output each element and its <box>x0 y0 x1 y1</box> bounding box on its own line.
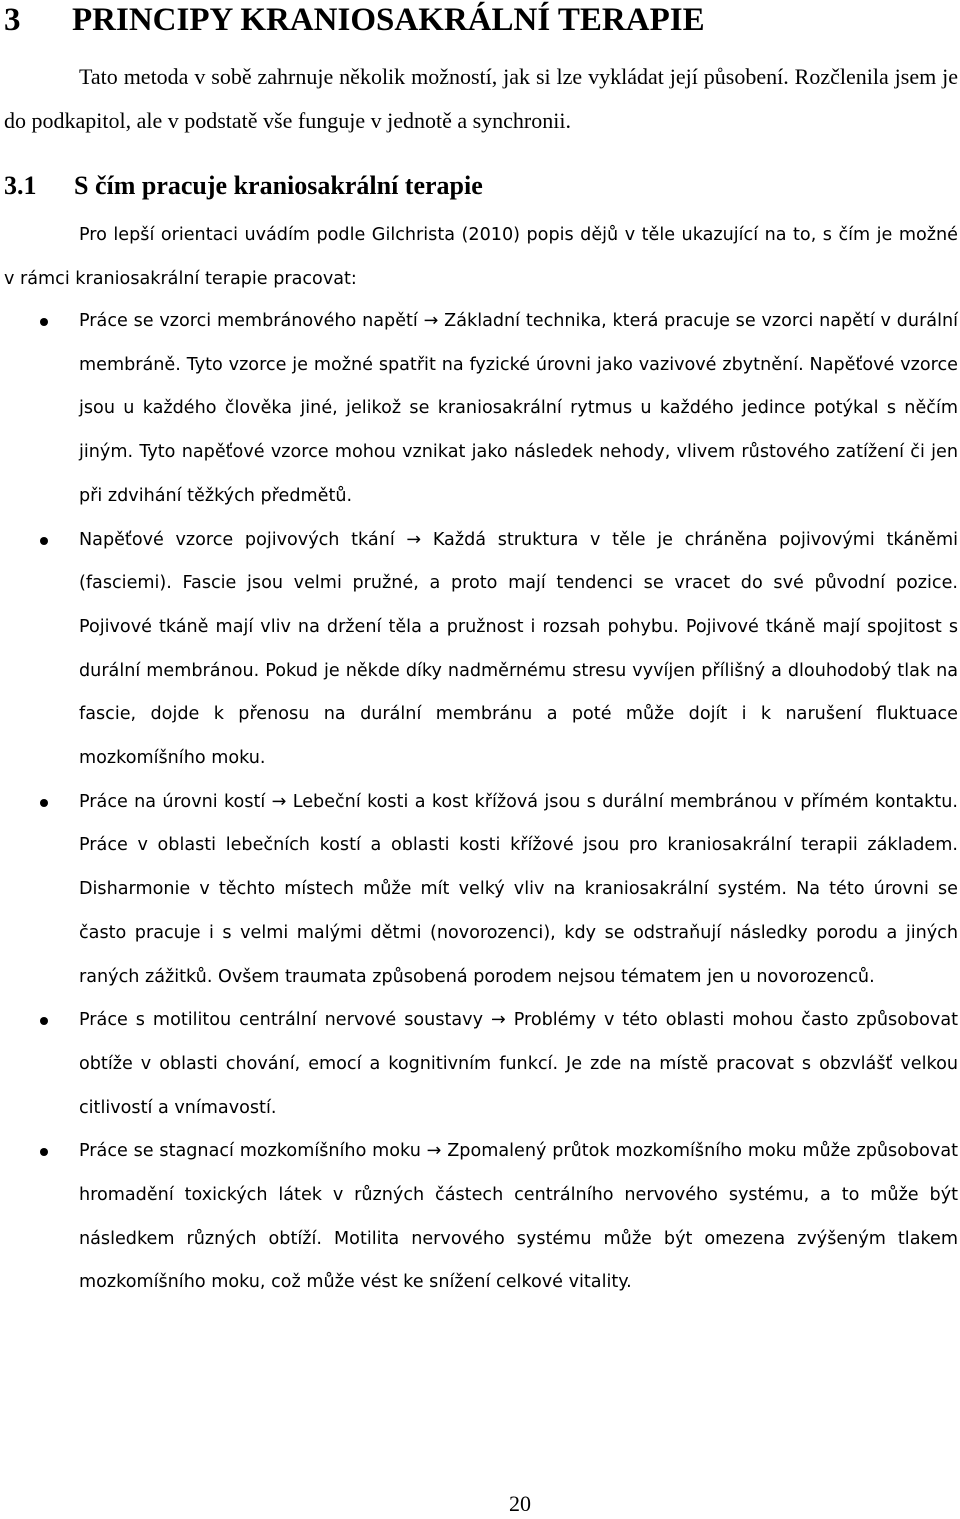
list-item <box>0 300 960 519</box>
arrow-right-icon: → <box>423 311 439 331</box>
list-item-text: Zpomalený průtok mozkomíšního moku může způsobovat hromadění toxických látek v různých částech centrálního nervového systému, a to může být následkem různých obtíží. Motilita nervového systému může být omezena zvýšeným tlakem mozkomíšního moku, což může vést ke snížení celkové vitality. <box>79 1141 958 1293</box>
list-item <box>0 1130 960 1305</box>
list-item-lead: Napěťové vzorce pojivových tkání <box>79 529 395 550</box>
chapter-heading <box>4 0 705 40</box>
section-number: 3.1 <box>4 171 37 200</box>
arrow-right-icon: → <box>426 1141 442 1162</box>
list-item-text: Základní technika, která pracuje se vzorci napětí v durální membráně. Tyto vzorce je možné spatřit na fyzické úrovni jako vazivové zbytnění. Napěťové vzorce jsou u každého člověka jiné, jelikož se kraniosakrální rytmus u každého jedince potýkal s něčím jiným. Tyto napěťové vzorce mohou vznikat jako následek nehody, vlivem růstového zatížení či jen při zdvihání těžkých předmětů. <box>79 311 959 506</box>
section-lead-paragraph: Pro lepší orientaci uvádím podle Gilchrista (2010) popis dějů v těle ukazující na to, s čím je možné v rámci kraniosakrální terapie pracovat: <box>4 225 958 289</box>
list-item-lead: Práce na úrovni kostí <box>79 791 266 812</box>
list-item <box>0 519 960 781</box>
list-item-lead: Práce se stagnací mozkomíšního moku <box>79 1141 421 1162</box>
bullet-icon <box>40 537 48 545</box>
chapter-number: 3 <box>4 2 21 38</box>
list-item-text: Lebeční kosti a kost křížová jsou s durální membránou v přímém kontaktu. Práce v oblasti lebečních kostí a oblasti kosti křížové jsou pro kraniosakrální terapii základem. Disharmonie v těchto místech může mít velký vliv na kraniosakrální systém. Na této úrovni se často pracuje i s velmi malými dětmi (novorozenci), kdy se odstraňují následky porodu a jiných raných zážitků. Ovšem traumata způsobená porodem nejsou tématem jen u novorozenců. <box>79 791 958 987</box>
chapter-intro-paragraph: Tato metoda v sobě zahrnuje několik možností, jak si lze vykládat její působení. Rozčlenila jsem je do podkapitol, ale v podstatě vše funguje v jednotě a synchronii. <box>4 64 958 133</box>
list-item-lead: Práce se vzorci membránového napětí <box>79 311 418 331</box>
bullet-icon <box>40 799 48 807</box>
page-number: 20 <box>509 1491 531 1516</box>
list-item <box>0 781 960 1000</box>
section-heading <box>4 166 483 206</box>
chapter-title: PRINCIPY KRANIOSAKRÁLNÍ TERAPIE <box>72 2 705 38</box>
list-item-text: Problémy v této oblasti mohou často způsobovat obtíže v oblasti chování, emocí a kognitivním funkcí. Je zde na místě pracovat s obzvlášť velkou citlivostí a vnímavostí. <box>79 1010 958 1118</box>
list-item-lead: Práce s motilitou centrální nervové soustavy <box>79 1010 483 1031</box>
arrow-right-icon: → <box>271 791 287 812</box>
list-item <box>0 999 960 1130</box>
bullet-icon <box>40 1148 48 1156</box>
list-item-text: Každá struktura v těle je chráněna pojivovými tkáněmi (fasciemi). Fascie jsou velmi pružné, a proto mají tendenci se vracet do své původní pozice. Pojivové tkáně mají vliv na držení těla a pružnost i rozsah pohybu. Pojivové tkáně mají spojitost s durální membránou. Pokud je někde díky nadměrnému stresu vyvíjen přílišný a dlouhodobý tlak na fascie, dojde k přenosu na durální membránu a poté může dojít i k narušení fluktuace mozkomíšního moku. <box>79 529 958 769</box>
bullet-list <box>0 300 960 1305</box>
arrow-right-icon: → <box>406 529 422 550</box>
arrow-right-icon: → <box>490 1010 506 1031</box>
section-title: S čím pracuje kraniosakrální terapie <box>74 171 483 200</box>
bullet-icon <box>40 1017 48 1025</box>
bullet-icon <box>40 318 48 326</box>
